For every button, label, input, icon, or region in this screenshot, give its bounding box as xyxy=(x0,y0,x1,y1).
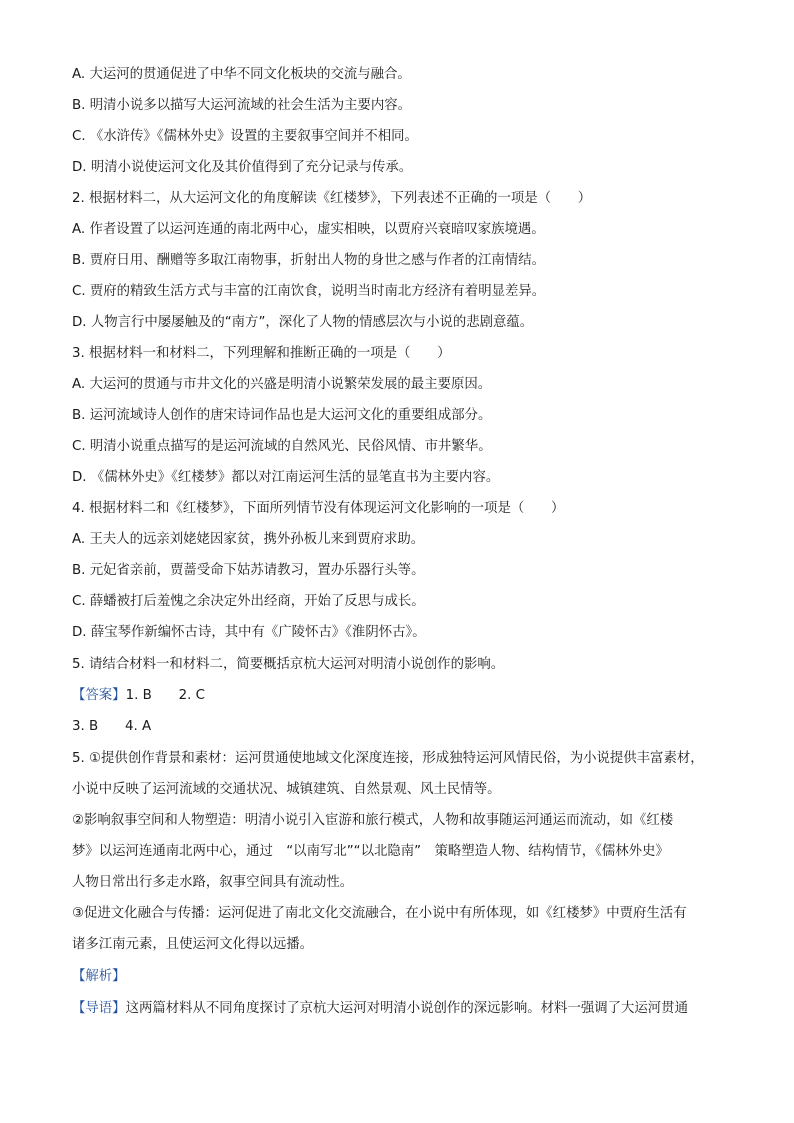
q3-option-a: A. 大运河的贯通与市井文化的兴盛是明清小说繁荣发展的最主要原因。 xyxy=(72,377,492,392)
q2-stem: 2. 根据材料二，从大运河文化的角度解读《红楼梦》，下列表述不正确的一项是（ ） xyxy=(72,191,592,206)
q5-answer-line-6: ③促进文化融合与传播：运河促进了南北文化交流融合，在小说中有所体现，如《红楼梦》中贾府生活有 xyxy=(72,906,687,921)
q5-answer-line-4: 梦》以运河连通南北两中心，通过 “以南写北”“以北隐南” 策略塑造人物、结构情节，《儒林外史》 xyxy=(72,844,669,859)
q1-option-a: A. 大运河的贯通促进了中华不同文化板块的交流与融合。 xyxy=(72,67,411,82)
q4-stem: 4. 根据材料二和《红楼梦》，下面所列情节没有体现运河文化影响的一项是（ ） xyxy=(72,501,565,516)
q5-stem: 5. 请结合材料一和材料二，简要概括京杭大运河对明清小说创作的影响。 xyxy=(72,657,505,672)
intro-text: 这两篇材料从不同角度探讨了京杭大运河对明清小说创作的深远影响。材料一强调了大运河贯通 xyxy=(125,1001,688,1016)
answer-values-1: 1. B 2. C xyxy=(125,688,205,703)
q4-option-a: A. 王夫人的远亲刘姥姥因家贫，携外孙板儿来到贾府求助。 xyxy=(72,532,425,547)
answer-line-1 xyxy=(72,687,205,705)
q5-answer-line-3: ②影响叙事空间和人物塑造：明清小说引入宦游和旅行模式，人物和故事随运河通运而流动，如《红楼 xyxy=(72,813,674,828)
q3-stem: 3. 根据材料一和材料二，下列理解和推断正确的一项是（ ） xyxy=(72,346,451,361)
q4-option-b: B. 元妃省亲前，贾蔷受命下姑苏请教习，置办乐器行头等。 xyxy=(72,563,425,578)
q4-option-c: C. 薛蟠被打后羞愧之余决定外出经商，开始了反思与成长。 xyxy=(72,594,425,609)
answer-tag: 【答案】 xyxy=(72,688,126,703)
q5-answer-line-7: 诸多江南元素，且使运河文化得以远播。 xyxy=(72,937,314,952)
q5-answer-line-5: 人物日常出行多走水路，叙事空间具有流动性。 xyxy=(72,875,354,890)
q1-option-d: D. 明清小说使运河文化及其价值得到了充分记录与传承。 xyxy=(72,160,413,175)
q1-option-b: B. 明清小说多以描写大运河流域的社会生活为主要内容。 xyxy=(72,98,412,113)
q2-option-d: D. 人物言行中屡屡触及的“南方”，深化了人物的情感层次与小说的悲剧意蕴。 xyxy=(72,315,534,330)
q3-option-b: B. 运河流域诗人创作的唐宋诗词作品也是大运河文化的重要组成部分。 xyxy=(72,408,492,423)
q2-option-c: C. 贾府的精致生活方式与丰富的江南饮食，说明当时南北方经济有着明显差异。 xyxy=(72,284,546,299)
q2-option-b: B. 贾府日用、酬赠等多取江南物事，折射出人物的身世之感与作者的江南情结。 xyxy=(72,253,545,268)
answer-line-2: 3. B 4. A xyxy=(72,719,152,734)
q5-answer-line-2: 小说中反映了运河流域的交通状况、城镇建筑、自然景观、风土民情等。 xyxy=(72,782,501,797)
q3-option-d: D. 《儒林外史》《红楼梦》都以对江南运河生活的显笔直书为主要内容。 xyxy=(72,470,500,485)
q5-answer-line-1: 5. ①提供创作背景和素材：运河贯通使地域文化深度连接，形成独特运河风情民俗，为小说提供丰富素材， xyxy=(72,751,704,766)
analysis-heading: 【解析】 xyxy=(72,969,126,984)
q4-option-d: D. 薛宝琴作新编怀古诗，其中有《广陵怀古》《淮阴怀古》。 xyxy=(72,625,426,640)
q2-option-a: A. 作者设置了以运河连通的南北两中心，虚实相映，以贾府兴衰暗叹家族境遇。 xyxy=(72,222,545,237)
intro-paragraph xyxy=(72,1000,688,1018)
q3-option-c: C. 明清小说重点描写的是运河流域的自然风光、民俗风情、市井繁华。 xyxy=(72,439,492,454)
intro-tag: 【导语】 xyxy=(72,1001,126,1016)
q1-option-c: C. 《水浒传》《儒林外史》设置的主要叙事空间并不相同。 xyxy=(72,129,418,144)
